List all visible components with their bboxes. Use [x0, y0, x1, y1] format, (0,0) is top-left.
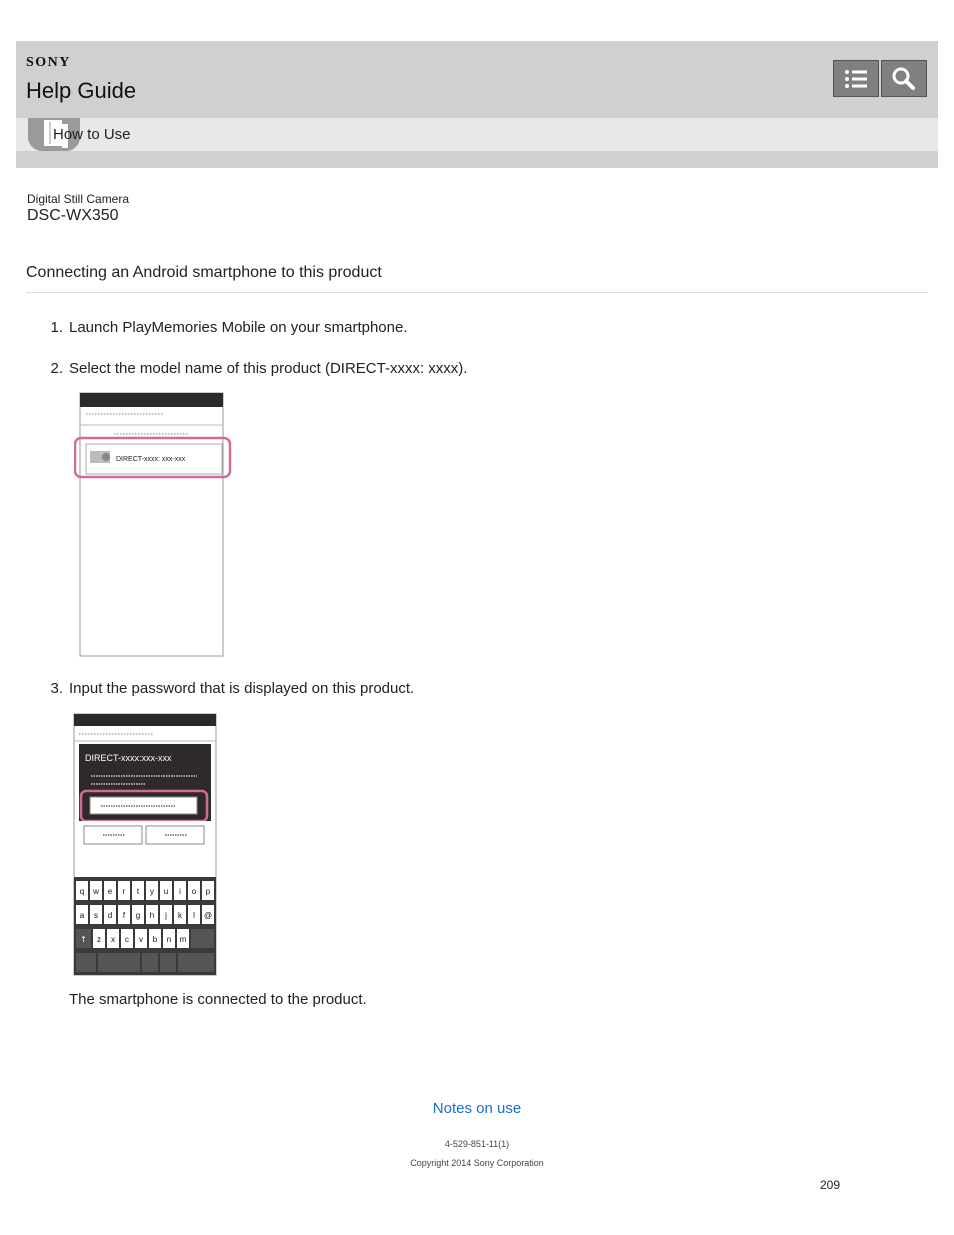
product-model: DSC-WX350 [27, 207, 119, 224]
keyboard-function-key [160, 953, 176, 972]
step-number: 3. [50, 680, 63, 697]
step-number: 1. [50, 319, 63, 336]
keyboard-key-label: d [107, 911, 113, 920]
site-title[interactable]: Help Guide [26, 78, 137, 103]
keyboard-key-label: w [93, 887, 99, 896]
keyboard-key-label: l [193, 911, 195, 920]
password-entry-illustration [73, 713, 217, 976]
page-title: Connecting an Android smartphone to this product [26, 264, 382, 281]
step-text: Input the password that is displayed on this product. [69, 680, 415, 697]
keyboard-key-label: n [166, 935, 172, 944]
product-type: Digital Still Camera [27, 192, 130, 206]
keyboard-key-label: j [165, 911, 167, 920]
breadcrumb-bar [16, 118, 938, 151]
dialog-title: DIRECT-xxxx:xxx-xxx [85, 753, 172, 763]
step-text: Select the model name of this product (DIRECT-xxxx: xxxx). [69, 360, 468, 377]
keyboard-function-key [178, 953, 214, 972]
keyboard-key-label: u [163, 887, 169, 896]
backspace-key [191, 929, 214, 948]
keyboard-key-label: t [136, 887, 140, 896]
subbar-divider [16, 151, 938, 168]
step-text: Launch PlayMemories Mobile on your smartphone. [69, 319, 408, 336]
document-code: 4-529-851-11(1) [444, 1139, 510, 1149]
device-entry-label: DIRECT-xxxx: xxx-xxx [116, 456, 186, 463]
keyboard-key-label: c [125, 935, 129, 944]
search-icon [882, 61, 926, 96]
keyboard-key-label: p [205, 887, 211, 896]
device-list-illustration [74, 392, 232, 658]
keyboard-key-label: g [135, 911, 141, 920]
keyboard-key-label: i [179, 887, 181, 896]
result-text: The smartphone is connected to the product. [69, 991, 367, 1008]
toc-button[interactable] [833, 60, 879, 97]
keyboard-key-label: x [111, 935, 115, 944]
keyboard-key-label: s [94, 911, 98, 920]
notes-on-use-link-text[interactable]: Notes on use [432, 1100, 522, 1117]
keyboard-key-label: e [107, 887, 113, 896]
keyboard-key-label: a [79, 911, 85, 920]
keyboard-key-label: b [152, 935, 158, 944]
keyboard-function-key [142, 953, 158, 972]
keyboard-key-label: k [178, 911, 182, 920]
keyboard-key-label: h [149, 911, 155, 920]
keyboard-function-key [76, 953, 96, 972]
keyboard-key-label: q [79, 887, 85, 896]
breadcrumb-how-to-use[interactable]: How to Use [53, 126, 131, 143]
keyboard-key-label: v [139, 935, 143, 944]
keyboard-key-label: z [97, 935, 101, 944]
copyright: Copyright 2014 Sony Corporation [410, 1158, 544, 1168]
keyboard-function-key [98, 953, 140, 972]
list-icon [834, 61, 878, 96]
shift-arrow-icon: ↑ [80, 935, 87, 944]
keyboard-key-label: r [122, 887, 126, 896]
search-button[interactable] [881, 60, 927, 97]
header-bar [16, 41, 938, 118]
brand-logo: SONY [26, 55, 71, 70]
step-number: 2. [50, 360, 63, 377]
keyboard-key-label: o [191, 887, 197, 896]
title-divider [26, 292, 928, 293]
notes-on-use-link[interactable] [0, 1100, 954, 1117]
keyboard-key-label: f [122, 911, 126, 920]
keyboard-key-label: y [150, 887, 154, 896]
keyboard-key-label: @ [203, 911, 213, 920]
keyboard-key-label: m [179, 935, 187, 944]
page-number: 209 [820, 1178, 841, 1192]
